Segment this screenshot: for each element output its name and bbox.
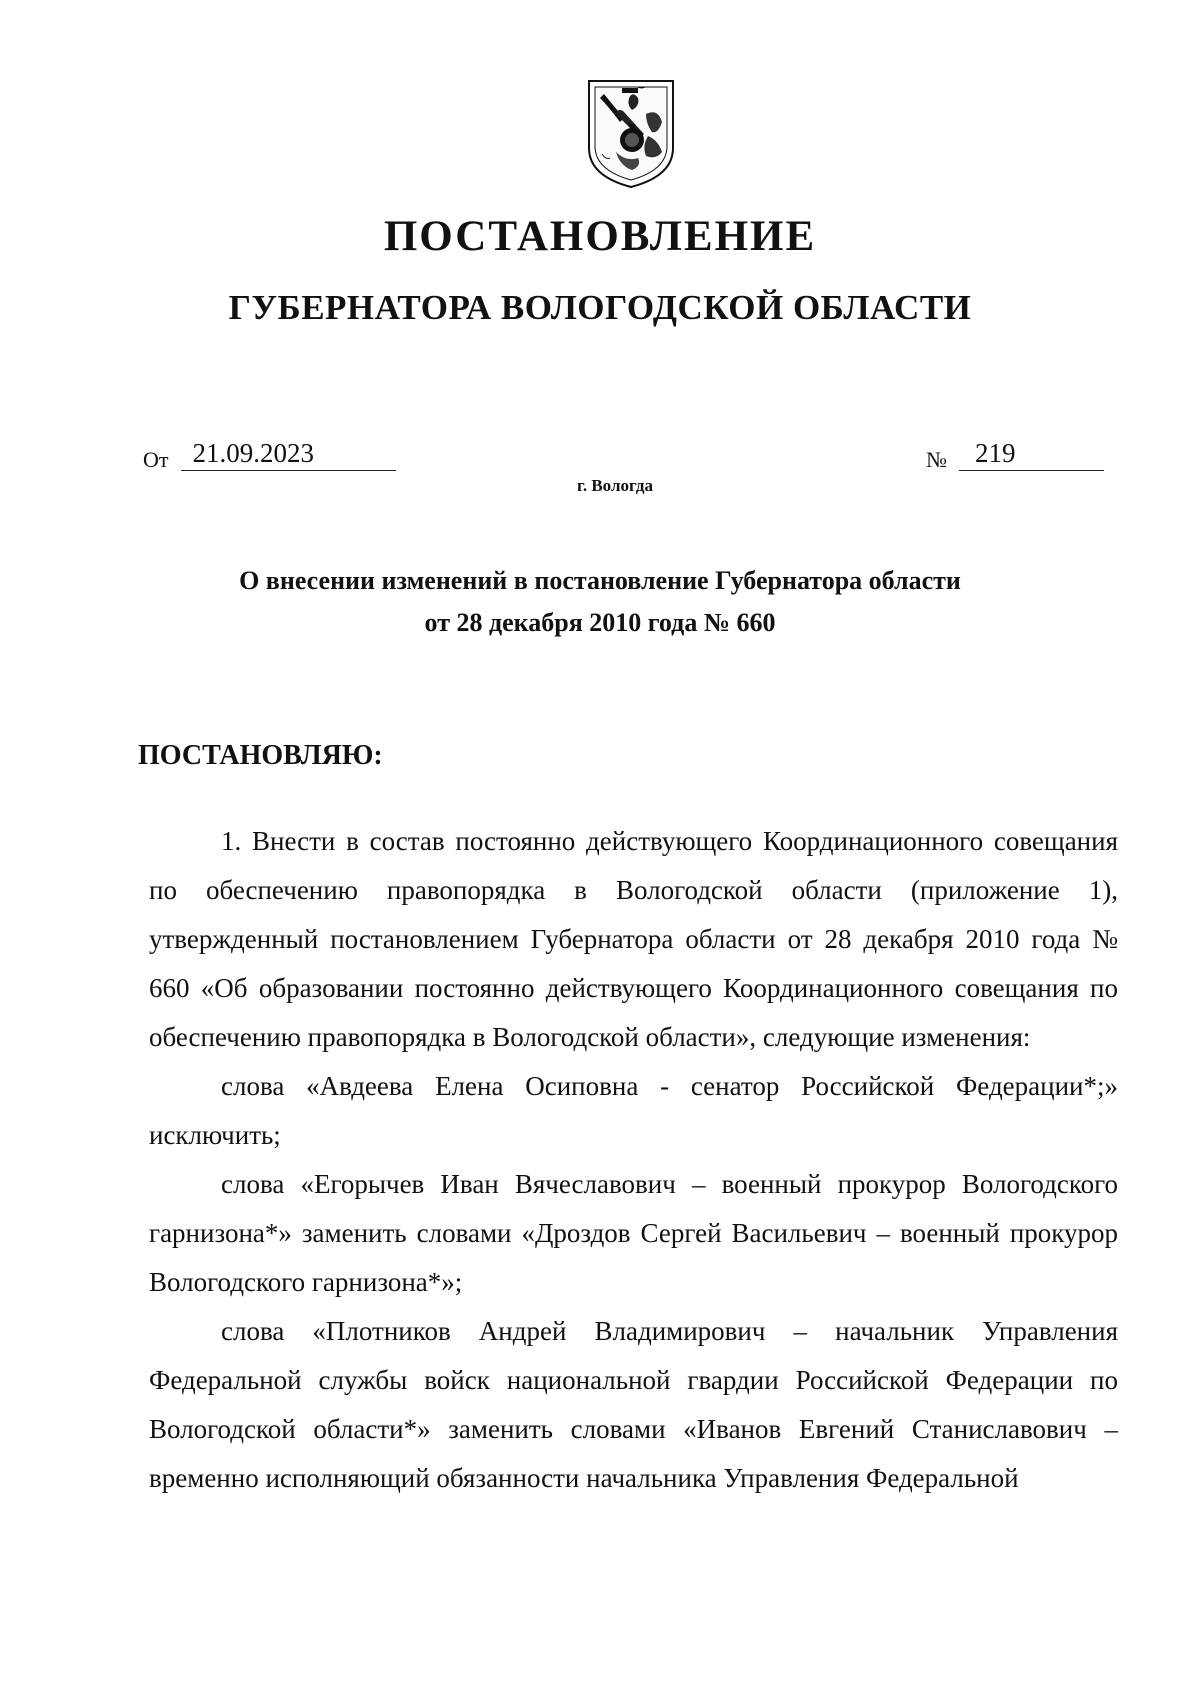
resolution-title-line-1: О внесении изменений в постановление Губернатора области [239, 566, 961, 595]
document-subtitle: ГУБЕРНАТОРА ВОЛОГОДСКОЙ ОБЛАСТИ [228, 288, 972, 327]
paragraph: слова «Авдеева Елена Осиповна - сенатор Российской Федерации*;» исключить; [149, 1071, 1118, 1150]
paragraph: слова «Егорычев Иван Вячеславович – военный прокурор Вологодского гарнизона*» заменить словами «Дроздов Сергей Васильевич – военный прокурор Вологодского гарнизона*»; [149, 1169, 1118, 1297]
coat-of-arms-icon [586, 78, 676, 190]
paragraph: слова «Плотников Андрей Владимирович – начальник Управления Федеральной службы войск национальной гвардии Российской Федерации по Вологодской области*» заменить словами «Иванов Евгений Станиславович – временно исполняющий обязанности начальника Управления Федеральной [149, 1316, 1118, 1493]
number-field [926, 440, 1104, 471]
resolution-title [0, 560, 1200, 644]
city-label: г. Вологда [577, 476, 653, 495]
date-field [143, 440, 396, 471]
resolution-title-line-2: от 28 декабря 2010 года № 660 [424, 608, 776, 637]
document-title: ПОСТАНОВЛЕНИЕ [383, 213, 817, 260]
number-value: 219 [959, 440, 1104, 471]
date-value: 21.09.2023 [181, 440, 396, 471]
date-prefix: От [143, 447, 169, 472]
decree-word: ПОСТАНОВЛЯЮ: [138, 740, 383, 771]
body-text [149, 817, 1118, 1503]
paragraph: 1. Внести в состав постоянно действующего Координационного совещания по обеспечению правопорядка в Вологодской области (приложение 1), утвержденный постановлением Губернатора области от 28 декабря 2010 года № 660 «Об образовании постоянно действующего Координационного совещания по обеспечению правопорядка в Вологодской области», следующие изменения: [149, 826, 1118, 1052]
number-prefix: № [926, 447, 947, 472]
